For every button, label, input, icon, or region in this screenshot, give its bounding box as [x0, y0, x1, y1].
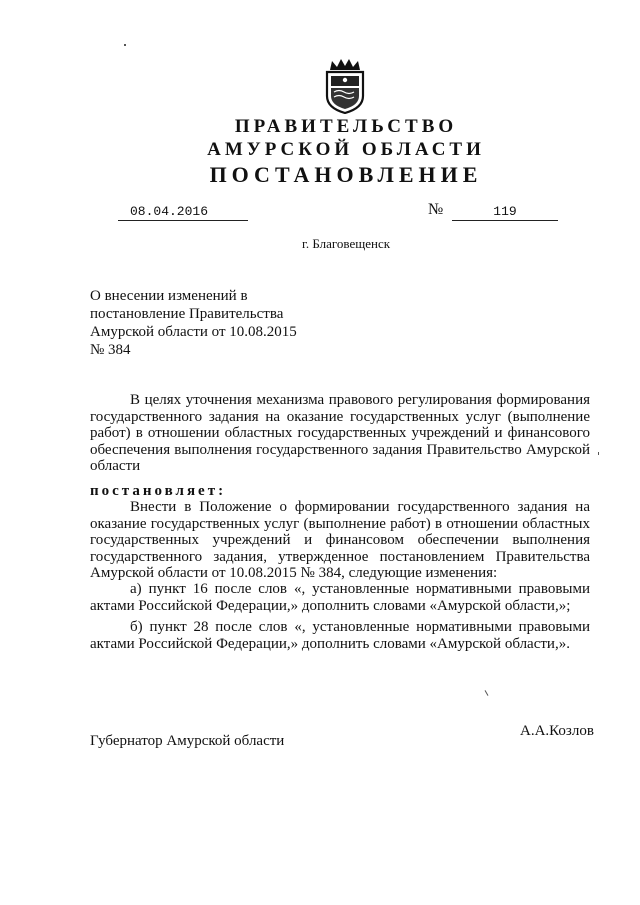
government-title: ПРАВИТЕЛЬСТВО — [234, 116, 458, 137]
signatory-position: Губернатор Амурской области — [90, 733, 285, 749]
region-title: АМУРСКОЙ ОБЛАСТИ — [207, 139, 485, 160]
decree-word: постановляет: — [90, 483, 227, 499]
scan-speck — [124, 44, 126, 46]
item-b-paragraph: б) пункт 28 после слов «, установленные нормативными правовыми актами Российской Федерации,» дополнить словами «Амурской области,». — [90, 619, 590, 652]
document-date: 08.04.2016 — [118, 204, 248, 221]
document-number: 119 — [452, 204, 558, 221]
subject-line: постановление Правительства — [90, 306, 284, 322]
item-a-paragraph: а) пункт 16 после слов «, установленные нормативными правовыми актами Российской Федерации,» дополнить словами «Амурской области,»; — [90, 581, 590, 614]
city: г. Благовещенск — [301, 236, 391, 251]
number-label: № — [428, 201, 444, 218]
signatory-name: А.А.Козлов — [520, 723, 594, 739]
document-type-title: ПОСТАНОВЛЕНИЕ — [209, 162, 483, 187]
intro-paragraph: Внести в Положение о формировании государственного задания на оказание государственных услуг (выполнение работ) в отношении областных государственных учреждений и финансовом обеспечении выполнения государственного задания, утвержденное постановлением Правительства Амурской области от 10.08.2015 № 384, следующие изменения: — [90, 499, 590, 582]
amur-region-emblem — [322, 58, 368, 114]
scan-speck — [598, 452, 599, 455]
subject-line: Амурской области от 10.08.2015 — [90, 324, 297, 340]
subject-line: № 384 — [90, 342, 131, 358]
scan-speck — [485, 690, 489, 696]
document-subject — [90, 287, 330, 359]
subject-line: О внесении изменений в — [90, 288, 248, 304]
preamble-paragraph: В целях уточнения механизма правового регулирования формирования государственного задания на оказание государственных услуг (выполнение работ) в отношении областных государственных учреждений и финансового обеспечения выполнения государственного задания Правительство Амурской области — [90, 392, 590, 475]
